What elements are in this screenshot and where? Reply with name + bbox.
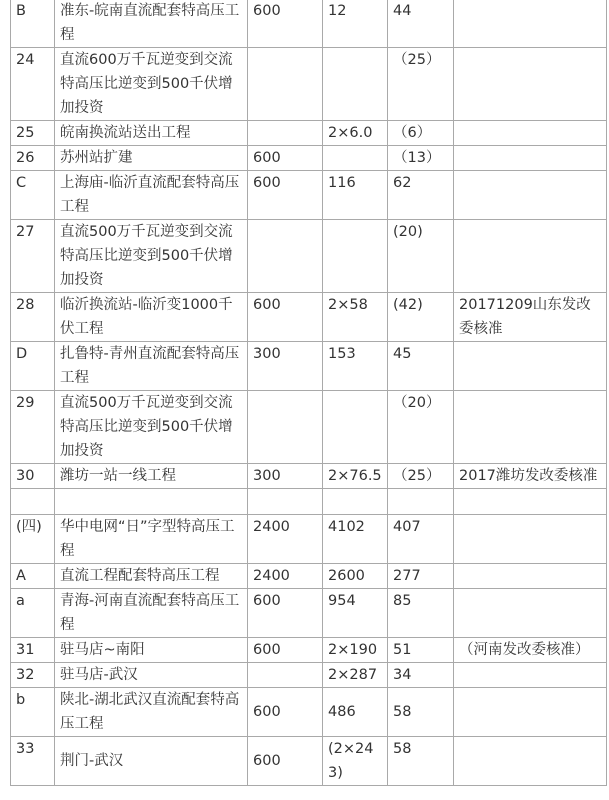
line-length: 2×76.5 [323,464,388,489]
row-number [11,489,55,515]
table-row [11,638,607,663]
line-length [323,489,388,515]
capacity [248,663,323,688]
table-row [11,589,607,638]
note: 20171209山东发改委核准 [454,293,607,342]
capacity: 300 [248,464,323,489]
investment: 407 [388,515,454,564]
investment: (42) [388,293,454,342]
table-row [11,391,607,464]
line-length: 2600 [323,564,388,589]
line-length: 12 [323,0,388,48]
row-number: 26 [11,146,55,171]
note [454,342,607,391]
row-number: 25 [11,121,55,146]
capacity [248,48,323,121]
note [454,121,607,146]
line-length: 153 [323,342,388,391]
investment: (20) [388,220,454,293]
table-row [11,0,607,48]
table-row [11,688,607,737]
project-name: 扎鲁特-青州直流配套特高压工程 [55,342,248,391]
project-name: 准东-皖南直流配套特高压工程 [55,0,248,48]
capacity: 600 [248,688,323,737]
investment: 34 [388,663,454,688]
investment: （25） [388,464,454,489]
note [454,146,607,171]
project-name: 直流500万千瓦逆变到交流特高压比逆变到500千伏增加投资 [55,391,248,464]
note [454,391,607,464]
project-name: 陕北-湖北武汉直流配套特高压工程 [55,688,248,737]
table-row [11,464,607,489]
table-row [11,220,607,293]
project-table [10,0,607,786]
capacity: 600 [248,638,323,663]
capacity: 2400 [248,564,323,589]
note: （河南发改委核准） [454,638,607,663]
row-number: 30 [11,464,55,489]
capacity [248,121,323,146]
investment: 58 [388,737,454,786]
note [454,220,607,293]
capacity: 300 [248,342,323,391]
row-number: 29 [11,391,55,464]
note [454,515,607,564]
note [454,663,607,688]
capacity: 600 [248,171,323,220]
line-length [323,391,388,464]
investment: （6） [388,121,454,146]
line-length: 2×190 [323,638,388,663]
table-row [11,293,607,342]
project-name: 驻马店~南阳 [55,638,248,663]
row-number: B [11,0,55,48]
project-name: 临沂换流站-临沂变1000千伏工程 [55,293,248,342]
project-name: 直流工程配套特高压工程 [55,564,248,589]
investment: （25） [388,48,454,121]
investment: 277 [388,564,454,589]
row-number: 28 [11,293,55,342]
capacity: 600 [248,589,323,638]
capacity [248,220,323,293]
table-row [11,564,607,589]
project-name: 荆门-武汉 [55,737,248,786]
project-name: 直流600万千瓦逆变到交流特高压比逆变到500千伏增加投资 [55,48,248,121]
investment: 51 [388,638,454,663]
table-row [11,515,607,564]
row-number: 31 [11,638,55,663]
note [454,48,607,121]
line-length: 116 [323,171,388,220]
project-name: 直流500万千瓦逆变到交流特高压比逆变到500千伏增加投资 [55,220,248,293]
project-name: 潍坊一站一线工程 [55,464,248,489]
row-number: 24 [11,48,55,121]
line-length: 2×287 [323,663,388,688]
line-length [323,146,388,171]
line-length: (2×243) [323,737,388,786]
investment: 62 [388,171,454,220]
row-number: (四) [11,515,55,564]
row-number: A [11,564,55,589]
investment: （20） [388,391,454,464]
project-name: 青海-河南直流配套特高压工程 [55,589,248,638]
line-length [323,220,388,293]
investment: 45 [388,342,454,391]
capacity: 600 [248,737,323,786]
row-number: 33 [11,737,55,786]
table-row [11,342,607,391]
row-number: b [11,688,55,737]
note [454,489,607,515]
project-name: 驻马店-武汉 [55,663,248,688]
line-length: 2×58 [323,293,388,342]
investment [388,489,454,515]
capacity: 600 [248,293,323,342]
note [454,589,607,638]
project-name [55,489,248,515]
project-name: 华中电网“日”字型特高压工程 [55,515,248,564]
note [454,564,607,589]
note [454,737,607,786]
project-name: 皖南换流站送出工程 [55,121,248,146]
table-row-blank [11,489,607,515]
capacity: 2400 [248,515,323,564]
row-number: 27 [11,220,55,293]
investment: 85 [388,589,454,638]
table-row [11,121,607,146]
table-row [11,737,607,786]
row-number: C [11,171,55,220]
capacity: 600 [248,0,323,48]
table-row [11,48,607,121]
note: 2017潍坊发改委核准 [454,464,607,489]
table-row [11,146,607,171]
investment: 44 [388,0,454,48]
line-length: 4102 [323,515,388,564]
note [454,171,607,220]
capacity [248,489,323,515]
line-length [323,48,388,121]
note [454,0,607,48]
note [454,688,607,737]
table-row [11,171,607,220]
row-number: D [11,342,55,391]
row-number: a [11,589,55,638]
capacity [248,391,323,464]
capacity: 600 [248,146,323,171]
investment: （13） [388,146,454,171]
investment: 58 [388,688,454,737]
table-row [11,663,607,688]
project-name: 上海庙-临沂直流配套特高压工程 [55,171,248,220]
project-name: 苏州站扩建 [55,146,248,171]
row-number: 32 [11,663,55,688]
line-length: 2×6.0 [323,121,388,146]
line-length: 954 [323,589,388,638]
line-length: 486 [323,688,388,737]
